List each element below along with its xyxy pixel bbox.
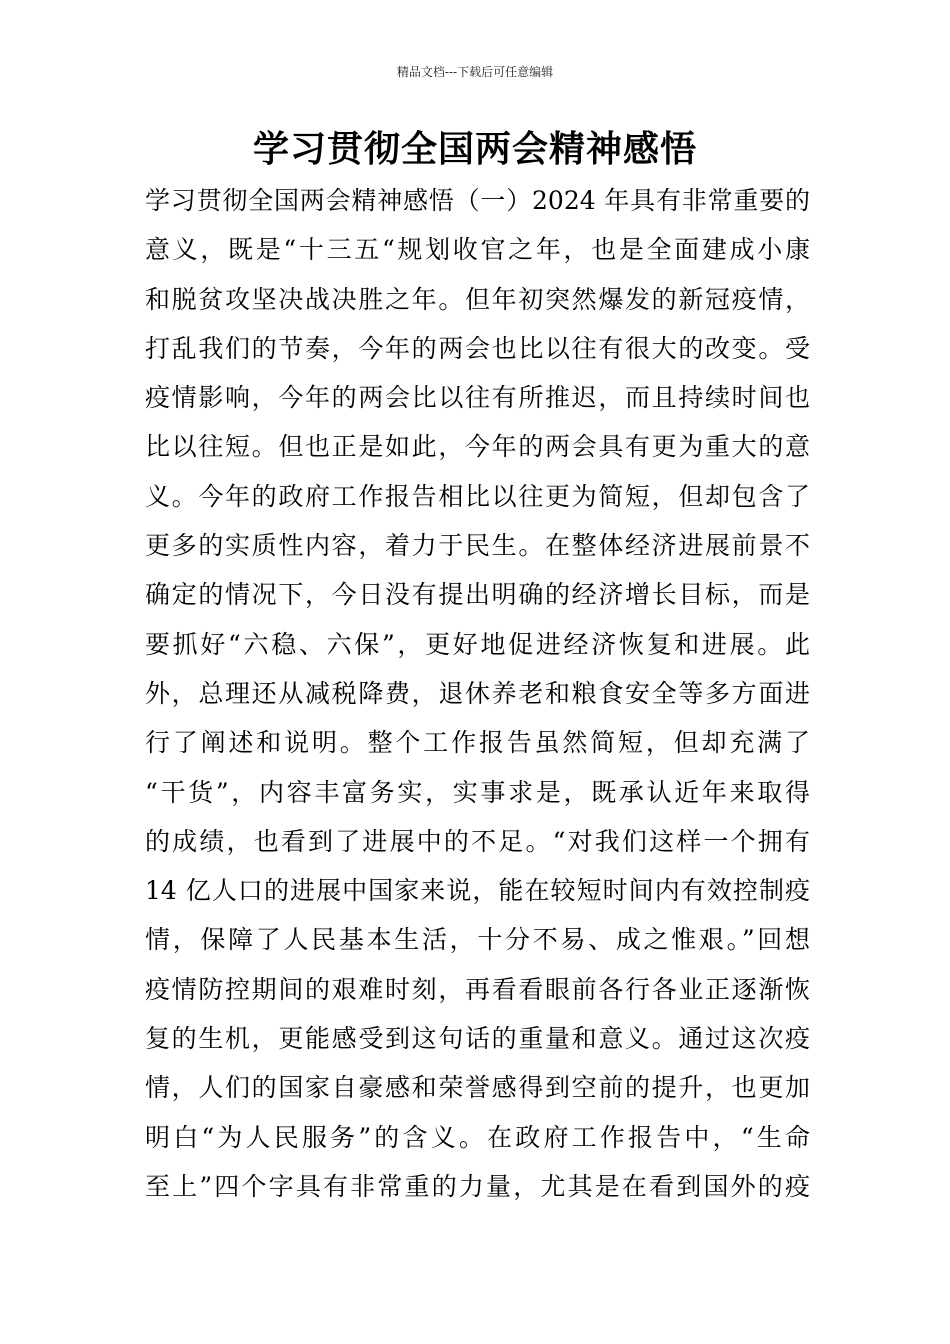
body-line: 的成绩，也看到了进展中的不足。“对我们这样一个拥有 — [145, 826, 810, 856]
header-note: 精品文档---下载后可任意编辑 — [396, 65, 554, 79]
body-line: 情，保障了人民基本生活，十分不易、成之惟艰。”回想 — [145, 925, 810, 955]
body-line: 行了阐述和说明。整个工作报告虽然简短，但却充满了 — [145, 728, 810, 758]
body-line: 义。今年的政府工作报告相比以往更为简短，但却包含了 — [145, 481, 810, 511]
body-line: 明白“为人民服务”的含义。在政府工作报告中，“生命 — [145, 1122, 810, 1152]
body-line: 情，人们的国家自豪感和荣誉感得到空前的提升，也更加 — [145, 1073, 810, 1103]
body-line: 和脱贫攻坚决战决胜之年。但年初突然爆发的新冠疫情， — [145, 284, 810, 314]
body-line: 比以往短。但也正是如此，今年的两会具有更为重大的意 — [145, 432, 810, 462]
body-line: 确定的情况下，今日没有提出明确的经济增长目标，而是 — [145, 580, 810, 610]
body-line: 外，总理还从减税降费，退休养老和粮食安全等多方面进 — [145, 678, 810, 708]
document-body — [145, 176, 810, 1211]
body-line: 更多的实质性内容，着力于民生。在整体经济进展前景不 — [145, 531, 810, 561]
body-line: 疫情防控期间的艰难时刻，再看看眼前各行各业正逐渐恢 — [145, 974, 810, 1004]
body-line: 复的生机，更能感受到这句话的重量和意义。通过这次疫 — [145, 1024, 810, 1054]
body-line: 疫情影响，今年的两会比以往有所推迟，而且持续时间也 — [145, 383, 810, 413]
body-line: 意义，既是“十三五“规划收官之年，也是全面建成小康 — [145, 235, 810, 265]
body-line: 至上”四个字具有非常重的力量，尤其是在看到国外的疫 — [145, 1171, 810, 1201]
body-line: 14 亿人口的进展中国家来说，能在较短时间内有效控制疫 — [145, 876, 810, 906]
document-title: 学习贯彻全国两会精神感悟 — [252, 129, 697, 170]
body-line: 打乱我们的节奏，今年的两会也比以往有很大的改变。受 — [145, 333, 810, 363]
body-line: 要抓好“六稳、六保”，更好地促进经济恢复和进展。此 — [145, 629, 810, 659]
body-line: 学习贯彻全国两会精神感悟（一）2024 年具有非常重要的 — [145, 186, 810, 215]
body-line: “干货”，内容丰富务实，实事求是，既承认近年来取得 — [145, 777, 810, 807]
